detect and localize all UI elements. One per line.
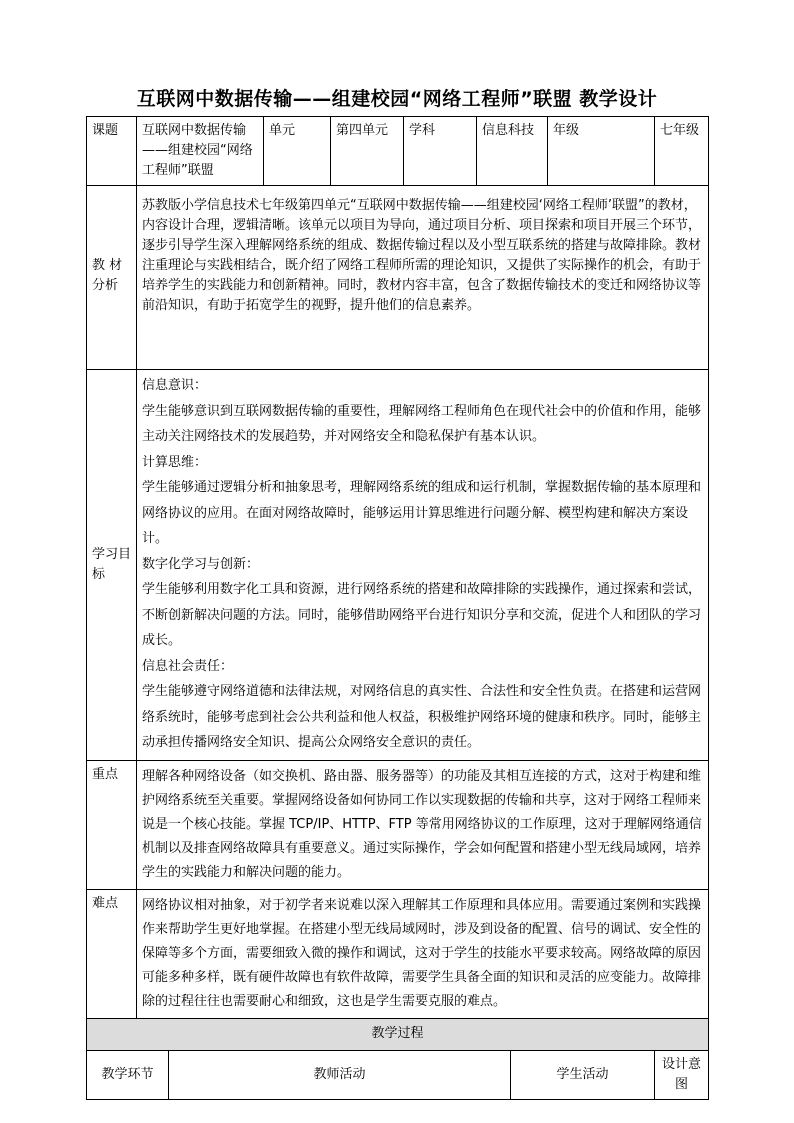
objectives-body [137,370,709,761]
subject-value: 信息科技 [477,117,548,186]
objectives-label: 学习目标 [87,370,137,761]
keypoints-text: 理解各种网络设备（如交换机、路由器、服务器等）的功能及其相互连接的方式，这对于构建和维护网络系统至关重要。掌握网络设备如何协同工作以实现数据的传输和共享，这对于网络工程师来说是一个核心技能。掌握 TCP/IP、HTTP、FTP 等常用网络协议的工作原理，这对于理解网络通信机制以及排查网络故障具有重要意义。通过实际操作，学会如何配置和搭建小型无线局域网，培养学生的实践能力和解决问题的能力。 [137,760,709,889]
topic-label: 课题 [87,117,137,186]
difficulties-label: 难点 [87,889,137,1018]
objective-text-info: 学生能够意识到互联网数据传输的重要性，理解网络工程师角色在现代社会中的价值和作用，能够主动关注网络技术的发展趋势，并对网络安全和隐私保护有基本认识。 [142,403,702,444]
grade-label: 年级 [548,117,655,186]
lesson-plan-table [86,116,709,1100]
keypoints-label: 重点 [87,760,137,889]
topic-value: 互联网中数据传输——组建校园“网络工程师”联盟 [137,117,264,186]
grade-value: 七年级 [655,117,709,186]
col-stage: 教学环节 [87,1050,169,1099]
col-teacher: 教师活动 [169,1050,511,1099]
objectives-row [87,370,709,761]
unit-label: 单元 [264,117,331,186]
objective-text-digital: 学生能够利用数字化工具和资源，进行网络系统的搭建和故障排除的实践操作，通过探索和尝试，不断创新解决问题的方法。同时，能够借助网络平台进行知识分享和交流，促进个人和团队的学习成长。 [142,582,702,648]
objective-text-responsibility: 学生能够遵守网络道德和法律法规，对网络信息的真实性、合法性和安全性负责。在搭建和运营网络系统时，能够考虑到社会公共利益和他人权益，积极维护网络环境的健康和秩序。同时，能够主动承担传播网络安全知识、提高公众网络安全意识的责任。 [142,684,702,750]
process-columns-row [87,1050,709,1099]
objective-heading-computing: 计算思维： [142,454,208,470]
col-student: 学生活动 [511,1050,655,1099]
difficulties-row [87,889,709,1018]
header-row [87,117,709,186]
objective-text-computing: 学生能够通过逻辑分析和抽象思考，理解网络系统的组成和运行机制，掌握数据传输的基本原理和网络协议的应用。在面对网络故障时，能够运用计算思维进行问题分解、模型构建和解决方案设计。 [142,480,702,546]
objective-heading-info: 信息意识： [142,378,208,393]
process-heading-row [87,1018,709,1050]
objective-heading-digital: 数字化学习与创新： [142,556,260,572]
analysis-label: 教 材 分析 [87,186,137,370]
keypoints-row [87,760,709,889]
subject-label: 学科 [404,117,477,186]
difficulties-text: 网络协议相对抽象，对于初学者来说难以深入理解其工作原理和具体应用。需要通过案例和实践操作来帮助学生更好地掌握。在搭建小型无线局域网时，涉及到设备的配置、信号的调试、安全性的保障等多个方面，需要细致入微的操作和调试，这对于学生的技能水平要求较高。网络故障的原因可能多种多样，既有硬件故障也有软件故障，需要学生具备全面的知识和灵活的应变能力。故障排除的过程往往也需要耐心和细致，这也是学生需要克服的难点。 [137,889,709,1018]
col-intent: 设计意图 [655,1050,709,1099]
process-heading: 教学过程 [87,1018,709,1050]
analysis-text: 苏教版小学信息技术七年级第四单元“互联网中数据传输——组建校园‘网络工程师’联盟”的教材，内容设计合理，逻辑清晰。该单元以项目为导向，通过项目分析、项目探索和项目开展三个环节，逐步引导学生深入理解网络系统的组成、数据传输过程以及小型互联系统的搭建与故障排除。教材注重理论与实践相结合，既介绍了网络工程师所需的理论知识，又提供了实际操作的机会，有助于培养学生的实践能力和创新精神。同时，教材内容丰富，包含了数据传输技术的变迁和网络协议等前沿知识，有助于拓宽学生的视野，提升他们的信息素养。 [137,186,709,370]
unit-value: 第四单元 [331,117,404,186]
document-title: 互联网中数据传输——组建校园“网络工程师”联盟 教学设计 [136,88,658,110]
objective-heading-responsibility: 信息社会责任： [142,658,234,674]
analysis-row [87,186,709,370]
